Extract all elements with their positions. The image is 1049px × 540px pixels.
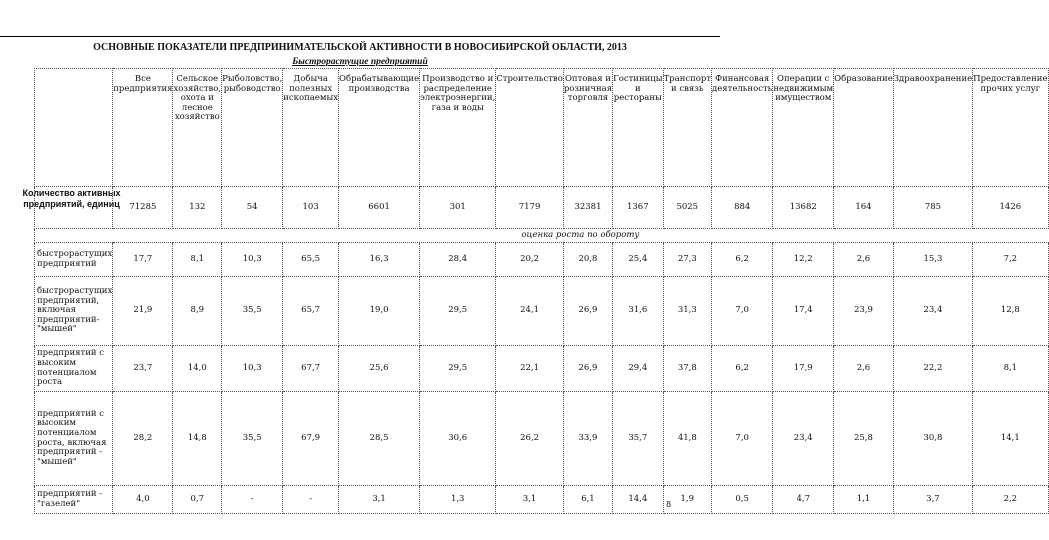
table-row xyxy=(35,277,1049,346)
value-cell: 2,6 xyxy=(834,346,894,392)
row-label: предприятий с высоким потенциалом роста xyxy=(35,346,113,392)
header-corner xyxy=(35,69,113,187)
table-row xyxy=(35,392,1049,486)
count-cell: 7179 xyxy=(496,187,564,229)
value-cell: 17,4 xyxy=(773,277,834,346)
count-cell: 1426 xyxy=(973,187,1048,229)
column-header: Оптовая и розничная торговля xyxy=(563,69,612,187)
value-cell: - xyxy=(283,486,339,514)
row-label: быстрорастущих предприятий xyxy=(35,243,113,277)
count-cell: 54 xyxy=(222,187,283,229)
value-cell: 28,5 xyxy=(339,392,420,486)
indicators-table xyxy=(34,68,1049,514)
value-cell: 30,8 xyxy=(893,392,972,486)
value-cell: 35,7 xyxy=(613,392,663,486)
column-header: Рыболовство, рыбоводство xyxy=(222,69,283,187)
value-cell: 25,8 xyxy=(834,392,894,486)
top-rule xyxy=(0,36,720,37)
value-cell: 19,0 xyxy=(339,277,420,346)
table-row xyxy=(35,346,1049,392)
value-cell: 15,3 xyxy=(893,243,972,277)
value-cell: 25,6 xyxy=(339,346,420,392)
value-cell: 14,8 xyxy=(173,392,222,486)
value-cell: 28,4 xyxy=(420,243,496,277)
value-cell: 35,5 xyxy=(222,277,283,346)
count-cell: 785 xyxy=(893,187,972,229)
value-cell: 4,0 xyxy=(113,486,173,514)
value-cell: 20,8 xyxy=(563,243,612,277)
count-cell: 103 xyxy=(283,187,339,229)
value-cell: 31,3 xyxy=(663,277,712,346)
value-cell: 29,5 xyxy=(420,277,496,346)
value-cell: 67,7 xyxy=(283,346,339,392)
value-cell: 30,6 xyxy=(420,392,496,486)
value-cell: 23,9 xyxy=(834,277,894,346)
column-header: Все предприятия xyxy=(113,69,173,187)
value-cell: 67,9 xyxy=(283,392,339,486)
count-row-label: Количество активных предприятий, единиц xyxy=(22,188,121,209)
value-cell: 31,6 xyxy=(613,277,663,346)
column-header: Сельское хозяйство, охота и лесное хозяйство xyxy=(173,69,222,187)
band-label: оценка роста по обороту xyxy=(113,229,1048,243)
column-header: Финансовая деятельность xyxy=(712,69,773,187)
value-cell: 24,1 xyxy=(496,277,564,346)
column-header: Гостиницы и рестораны xyxy=(613,69,663,187)
value-cell: 23,7 xyxy=(113,346,173,392)
column-header: Строительство xyxy=(496,69,564,187)
row-label: предприятий - "газелей" xyxy=(35,486,113,514)
row-label: предприятий с высоким потенциалом роста, включая предприятий - "мышей" xyxy=(35,392,113,486)
value-cell: - xyxy=(222,486,283,514)
column-header: Транспорт и связь xyxy=(663,69,712,187)
value-cell: 2,2 xyxy=(973,486,1048,514)
table-row xyxy=(35,486,1049,514)
value-cell: 7,0 xyxy=(712,277,773,346)
value-cell: 37,8 xyxy=(663,346,712,392)
column-header: Добыча полезных ископаемых xyxy=(283,69,339,187)
value-cell: 0,7 xyxy=(173,486,222,514)
count-cell: 32381 xyxy=(563,187,612,229)
value-cell: 6,2 xyxy=(712,243,773,277)
page-number: 8 xyxy=(666,500,672,509)
column-header: Производство и распределение электроэнергии, газа и воды xyxy=(420,69,496,187)
value-cell: 12,8 xyxy=(973,277,1048,346)
value-cell: 20,2 xyxy=(496,243,564,277)
value-cell: 1,3 xyxy=(420,486,496,514)
column-header: Обрабатывающие производства xyxy=(339,69,420,187)
value-cell: 21,9 xyxy=(113,277,173,346)
value-cell: 28,2 xyxy=(113,392,173,486)
value-cell: 14,4 xyxy=(613,486,663,514)
count-cell: 301 xyxy=(420,187,496,229)
value-cell: 29,4 xyxy=(613,346,663,392)
value-cell: 7,2 xyxy=(973,243,1048,277)
value-cell: 10,3 xyxy=(222,243,283,277)
column-header: Здравоохранение xyxy=(893,69,972,187)
count-cell: 5025 xyxy=(663,187,712,229)
value-cell: 17,9 xyxy=(773,346,834,392)
value-cell: 14,1 xyxy=(973,392,1048,486)
value-cell: 6,1 xyxy=(563,486,612,514)
row-label: быстрорастущих предприятий, включая предприятий-"мышей" xyxy=(35,277,113,346)
column-header: Предоставление прочих услуг xyxy=(973,69,1048,187)
header-row xyxy=(35,69,1049,187)
count-cell: 6601 xyxy=(339,187,420,229)
value-cell: 26,2 xyxy=(496,392,564,486)
value-cell: 26,9 xyxy=(563,346,612,392)
value-cell: 17,7 xyxy=(113,243,173,277)
count-cell: 884 xyxy=(712,187,773,229)
value-cell: 2,6 xyxy=(834,243,894,277)
value-cell: 0,5 xyxy=(712,486,773,514)
page-subtitle: Быстрорастущие предприятий xyxy=(292,57,428,67)
column-header: Операции с недвижимым имуществом xyxy=(773,69,834,187)
value-cell: 8,1 xyxy=(973,346,1048,392)
count-cell: 132 xyxy=(173,187,222,229)
value-cell: 1,1 xyxy=(834,486,894,514)
table-row xyxy=(35,243,1049,277)
value-cell: 41,8 xyxy=(663,392,712,486)
value-cell: 1,9 xyxy=(663,486,712,514)
count-cell: 71285 xyxy=(113,187,173,229)
value-cell: 26,9 xyxy=(563,277,612,346)
count-cell: 1367 xyxy=(613,187,663,229)
value-cell: 3,1 xyxy=(496,486,564,514)
value-cell: 35,5 xyxy=(222,392,283,486)
value-cell: 10,3 xyxy=(222,346,283,392)
value-cell: 22,1 xyxy=(496,346,564,392)
value-cell: 23,4 xyxy=(773,392,834,486)
value-cell: 16,3 xyxy=(339,243,420,277)
value-cell: 33,9 xyxy=(563,392,612,486)
value-cell: 14,0 xyxy=(173,346,222,392)
band-row xyxy=(35,229,1049,243)
band-spacer xyxy=(35,229,113,243)
page-title: ОСНОВНЫЕ ПОКАЗАТЕЛИ ПРЕДПРИНИМАТЕЛЬСКОЙ АКТИВНОСТИ В НОВОСИБИРСКОЙ ОБЛАСТИ, 2013 xyxy=(93,42,627,53)
value-cell: 3,1 xyxy=(339,486,420,514)
value-cell: 25,4 xyxy=(613,243,663,277)
value-cell: 23,4 xyxy=(893,277,972,346)
value-cell: 12,2 xyxy=(773,243,834,277)
value-cell: 27,3 xyxy=(663,243,712,277)
value-cell: 65,7 xyxy=(283,277,339,346)
count-row xyxy=(35,187,1049,229)
count-label-cell xyxy=(35,187,113,229)
value-cell: 65,5 xyxy=(283,243,339,277)
value-cell: 8,9 xyxy=(173,277,222,346)
count-cell: 164 xyxy=(834,187,894,229)
value-cell: 8,1 xyxy=(173,243,222,277)
value-cell: 22,2 xyxy=(893,346,972,392)
value-cell: 6,2 xyxy=(712,346,773,392)
value-cell: 29,5 xyxy=(420,346,496,392)
value-cell: 7,0 xyxy=(712,392,773,486)
column-header: Образование xyxy=(834,69,894,187)
value-cell: 4,7 xyxy=(773,486,834,514)
value-cell: 3,7 xyxy=(893,486,972,514)
count-cell: 13682 xyxy=(773,187,834,229)
